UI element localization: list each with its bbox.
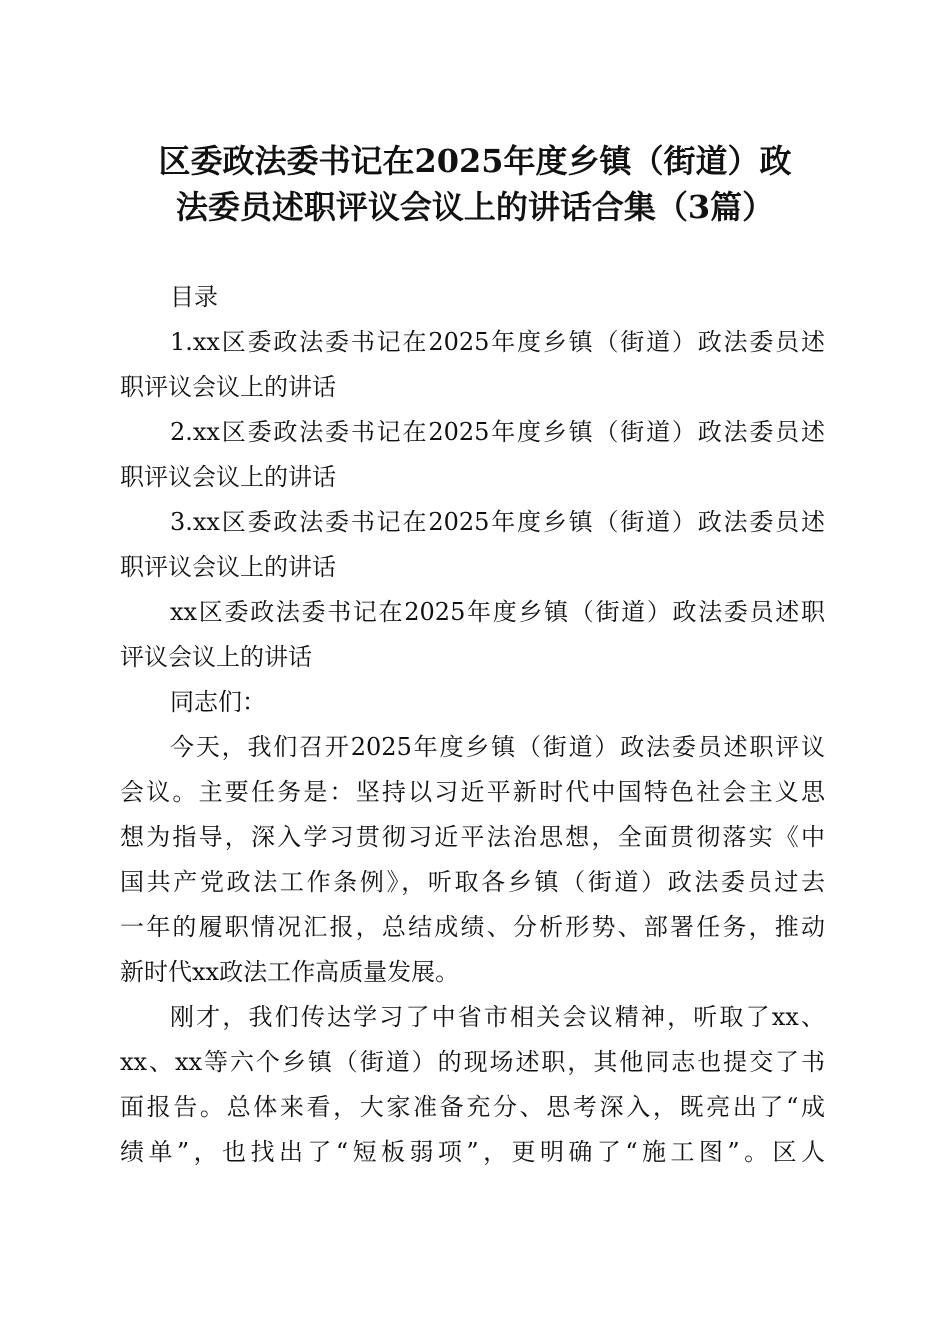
toc-item-line: 职评议会议上的讲话: [120, 463, 336, 491]
paragraph-line: 会议。主要任务是：坚持以习近平新时代中国特色社会主义思: [120, 778, 825, 806]
paragraph-line: 刚才，我们传达学习了中省市相关会议精神，听取了xx、: [170, 1003, 825, 1031]
paragraph-line: 面报告。总体来看，大家准备充分、思考深入，既亮出了“成: [120, 1093, 825, 1121]
paragraph-1: [120, 725, 825, 995]
title-line-2: 法委员述职评议会议上的讲话合集（3篇）: [175, 188, 775, 226]
toc-item-3: [120, 500, 825, 590]
toc-item-line: 2.xx区委政法委书记在2025年度乡镇（街道）政法委员述: [170, 418, 825, 446]
toc-item-line: 职评议会议上的讲话: [120, 373, 336, 401]
toc-heading: [120, 275, 825, 320]
document-body: [120, 275, 825, 1175]
salutation-text: 同志们：: [170, 688, 266, 716]
paragraph-2: [120, 995, 825, 1175]
paragraph-line: 新时代xx政法工作高质量发展。: [120, 958, 460, 986]
section-title: [120, 590, 825, 680]
paragraph-line: 绩单”，也找出了“短板弱项”，更明确了“施工图”。区人: [120, 1138, 825, 1166]
paragraph-line: 想为指导，深入学习贯彻习近平法治思想，全面贯彻落实《中: [120, 823, 825, 851]
paragraph-line: 今天，我们召开2025年度乡镇（街道）政法委员述职评议: [170, 733, 825, 761]
title-line-1: 区委政法委书记在2025年度乡镇（街道）政: [158, 142, 792, 180]
toc-item-1: [120, 320, 825, 410]
paragraph-line: 一年的履职情况汇报，总结成绩、分析形势、部署任务，推动: [120, 913, 825, 941]
toc-heading-text: 目录: [170, 283, 218, 311]
section-title-line: xx区委政法委书记在2025年度乡镇（街道）政法委员述职: [170, 598, 825, 626]
paragraph-line: xx、xx等六个乡镇（街道）的现场述职，其他同志也提交了书: [120, 1048, 825, 1076]
toc-item-line: 1.xx区委政法委书记在2025年度乡镇（街道）政法委员述: [170, 328, 825, 356]
document-title: [100, 138, 850, 230]
section-title-line: 评议会议上的讲话: [120, 643, 312, 671]
toc-item-line: 职评议会议上的讲话: [120, 553, 336, 581]
salutation: [120, 680, 825, 725]
toc-item-line: 3.xx区委政法委书记在2025年度乡镇（街道）政法委员述: [170, 508, 825, 536]
toc-item-2: [120, 410, 825, 500]
paragraph-line: 国共产党政法工作条例》，听取各乡镇（街道）政法委员过去: [120, 868, 825, 896]
